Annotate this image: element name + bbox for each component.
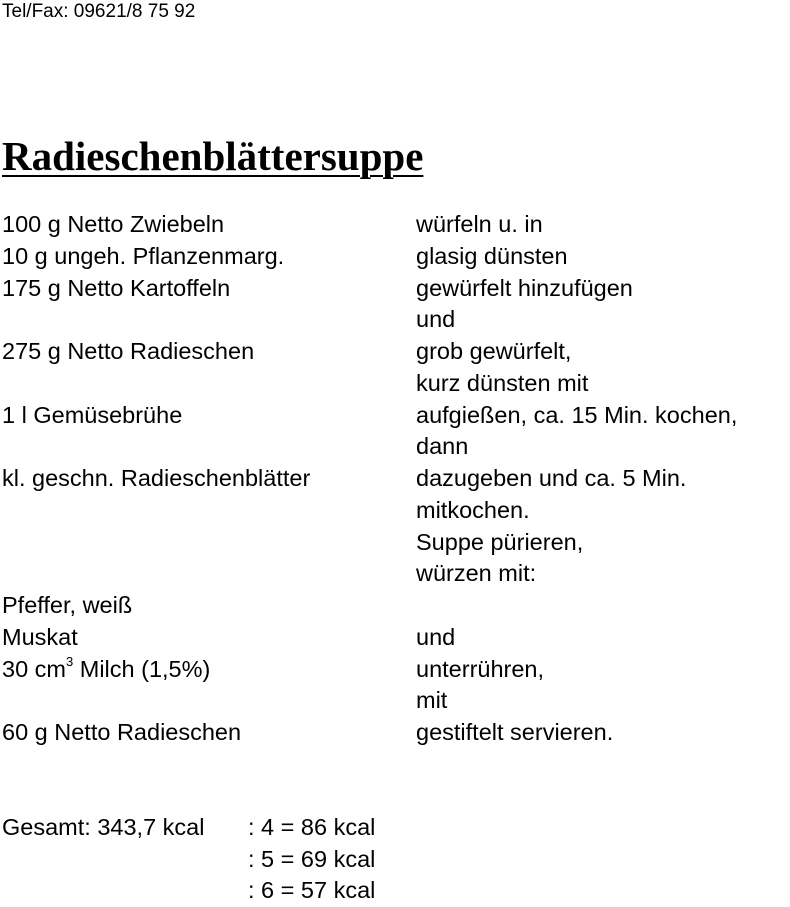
ingredient: kl. geschn. Radieschenblätter [2,465,311,491]
recipe-row [0,241,790,273]
instruction: dann [416,433,469,460]
recipe-row [0,590,790,622]
ingredient: 1 l Gemüsebrühe [2,401,183,428]
instruction: aufgießen, ca. 15 Min. kochen, [416,401,738,428]
recipe-steps [0,209,790,749]
instruction: unterrühren, [416,655,545,682]
calorie-totals [0,812,790,907]
instruction: mit [416,687,448,714]
instruction: grob gewürfelt, [416,338,572,364]
portion-kcal: : 5 = 69 kcal [248,845,376,872]
instruction: würfeln u. in [416,211,543,237]
recipe-row [0,622,790,654]
portion-kcal: : 4 = 86 kcal [248,814,376,840]
ingredient: 275 g Netto Radieschen [2,338,255,364]
ingredient: 10 g ungeh. Pflanzenmarg. [2,242,285,269]
instruction: würzen mit: [416,560,537,587]
ingredient: 100 g Netto Zwiebeln [2,211,225,237]
recipe-row [0,368,790,400]
unit-superscript: 3 [66,653,74,669]
recipe-title: Radieschenblättersuppe [2,133,424,179]
totals-row [0,812,790,844]
instruction: Suppe pürieren, [416,528,584,555]
ingredient-amount: 30 cm [2,655,66,682]
instruction: gestiftelt servieren. [416,719,614,745]
recipe-row [0,273,790,305]
recipe-row [0,654,790,686]
recipe-row [0,495,790,527]
recipe-row [0,527,790,559]
instruction: mitkochen. [416,496,530,523]
ingredient: 60 g Netto Radieschen [2,719,242,745]
totals-row [0,844,790,876]
recipe-row [0,558,790,590]
instruction: dazugeben und ca. 5 Min. [416,465,687,491]
instruction: und [416,306,456,333]
recipe-row [0,685,790,717]
instruction: kurz dünsten mit [416,369,589,396]
total-kcal-label: Gesamt: 343,7 kcal [2,814,205,840]
recipe-row [0,717,790,749]
totals-row [0,875,790,907]
instruction: glasig dünsten [416,242,568,269]
ingredient-rest: Milch (1,5%) [73,655,211,682]
instruction: und [416,623,456,650]
ingredient: Muskat [2,623,78,650]
portion-kcal: : 6 = 57 kcal [248,877,376,903]
instruction: gewürfelt hinzufügen [416,274,633,301]
recipe-row [0,336,790,368]
ingredient: 175 g Netto Kartoffeln [2,274,231,301]
ingredient: Pfeffer, weiß [2,592,133,618]
recipe-row [0,431,790,463]
contact-line: Tel/Fax: 09621/8 75 92 [2,1,196,22]
recipe-row [0,463,790,495]
recipe-row [0,304,790,336]
ingredient [2,654,210,686]
recipe-row [0,400,790,432]
recipe-row [0,209,790,241]
